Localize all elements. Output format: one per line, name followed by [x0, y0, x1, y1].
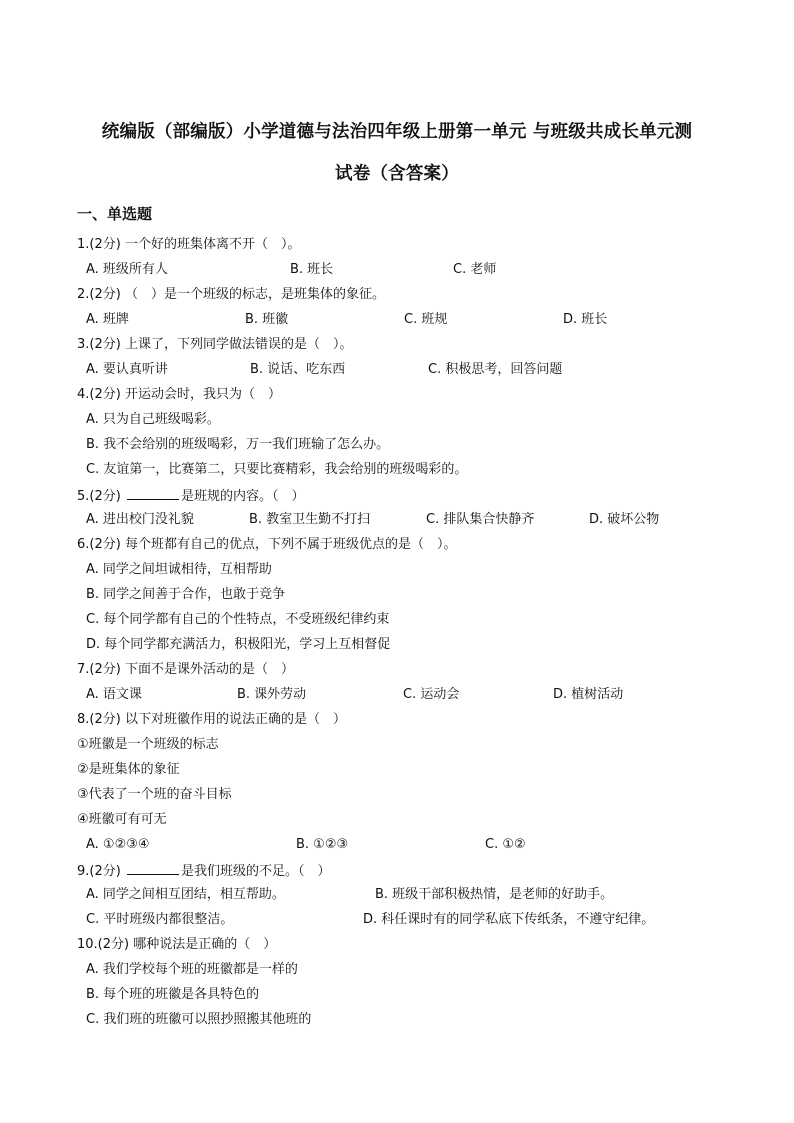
question-8-option-b: B. ①②③	[296, 837, 349, 852]
question-5-option-d: D. 破坏公物	[589, 512, 660, 527]
question-6-option-a: A. 同学之间坦诚相待，互相帮助	[86, 562, 272, 577]
question-3-option-c: C. 积极思考，回答问题	[428, 362, 563, 377]
question-9-suffix: 是我们班级的不足。（ ）	[180, 864, 331, 879]
question-9-option-d: D. 科任课时有的同学私底下传纸条，不遵守纪律。	[363, 912, 655, 927]
question-5-suffix: 是班规的内容。（ ）	[180, 489, 305, 504]
question-5-option-c: C. 排队集合快静齐	[426, 512, 535, 527]
question-6-stem: 6.(2分) 每个班都有自己的优点，下列不属于班级优点的是（ ）。	[77, 537, 457, 552]
question-8-option-c: C. ①②	[485, 837, 526, 852]
question-2-option-b: B. 班徽	[245, 312, 289, 327]
question-10-option-b: B. 每个班的班徽是各具特色的	[86, 987, 260, 1002]
question-8-stem: 8.(2分) 以下对班徽作用的说法正确的是（ ）	[77, 712, 346, 727]
question-3-option-b: B. 说话、吃东西	[250, 362, 346, 377]
document-title-line-1: 统编版（部编版）小学道德与法治四年级上册第一单元 与班级共成长单元测	[101, 122, 693, 142]
question-9-option-a: A. 同学之间相互团结，相互帮助。	[86, 887, 285, 902]
answer-blank	[127, 862, 179, 875]
question-1-option-b: B. 班长	[290, 262, 334, 277]
question-6-option-d: D. 每个同学都充满活力，积极阳光，学习上互相督促	[86, 637, 391, 652]
question-4-stem: 4.(2分) 开运动会时，我只为（ ）	[77, 387, 281, 402]
question-6-option-b: B. 同学之间善于合作，也敢于竞争	[86, 587, 286, 602]
question-8-option-a: A. ①②③④	[86, 837, 150, 852]
question-1-option-a: A. 班级所有人	[86, 262, 168, 277]
question-10-stem: 10.(2分) 哪种说法是正确的（ ）	[77, 937, 277, 952]
question-4-option-a: A. 只为自己班级喝彩。	[86, 412, 220, 427]
question-2-option-a: A. 班牌	[86, 312, 129, 327]
section-heading: 一、单选题	[77, 205, 153, 223]
question-5-stem	[77, 487, 304, 505]
question-10-option-c: C. 我们班的班徽可以照抄照搬其他班的	[86, 1012, 312, 1027]
question-8-statement-1: ①班徽是一个班级的标志	[77, 737, 219, 752]
question-1-option-c: C. 老师	[453, 262, 497, 277]
question-9-option-c: C. 平时班级内都很整洁。	[86, 912, 234, 927]
question-1-stem: 1.(2分) 一个好的班集体离不开（ ）。	[77, 237, 301, 252]
question-9-prefix: 9.(2分)	[77, 864, 125, 879]
question-4-option-c: C. 友谊第一，比赛第二，只要比赛精彩，我会给别的班级喝彩的。	[86, 462, 468, 477]
question-7-option-a: A. 语文课	[86, 687, 142, 702]
question-7-option-c: C. 运动会	[403, 687, 460, 702]
question-2-option-d: D. 班长	[563, 312, 608, 327]
question-8-statement-2: ②是班集体的象征	[77, 762, 180, 777]
question-10-option-a: A. 我们学校每个班的班徽都是一样的	[86, 962, 298, 977]
question-6-option-c: C. 每个同学都有自己的个性特点，不受班级纪律约束	[86, 612, 390, 627]
question-8-statement-3: ③代表了一个班的奋斗目标	[77, 787, 232, 802]
question-9-option-b: B. 班级干部积极热情，是老师的好助手。	[375, 887, 614, 902]
question-7-option-b: B. 课外劳动	[237, 687, 307, 702]
answer-blank	[127, 487, 179, 500]
question-3-stem: 3.(2分) 上课了，下列同学做法错误的是（ ）。	[77, 337, 353, 352]
question-7-option-d: D. 植树活动	[553, 687, 624, 702]
question-5-option-a: A. 进出校门没礼貌	[86, 512, 194, 527]
question-7-stem: 7.(2分) 下面不是课外活动的是（ ）	[77, 662, 294, 677]
question-2-stem: 2.(2分) （ ）是一个班级的标志，是班集体的象征。	[77, 287, 385, 302]
question-2-option-c: C. 班规	[404, 312, 448, 327]
question-8-statement-4: ④班徽可有可无	[77, 812, 167, 827]
question-5-prefix: 5.(2分)	[77, 489, 125, 504]
question-3-option-a: A. 要认真听讲	[86, 362, 168, 377]
document-title-line-2: 试卷（含答案）	[335, 164, 459, 184]
question-4-option-b: B. 我不会给别的班级喝彩，万一我们班输了怎么办。	[86, 437, 390, 452]
question-9-stem	[77, 862, 330, 880]
question-5-option-b: B. 教室卫生勤不打扫	[249, 512, 371, 527]
